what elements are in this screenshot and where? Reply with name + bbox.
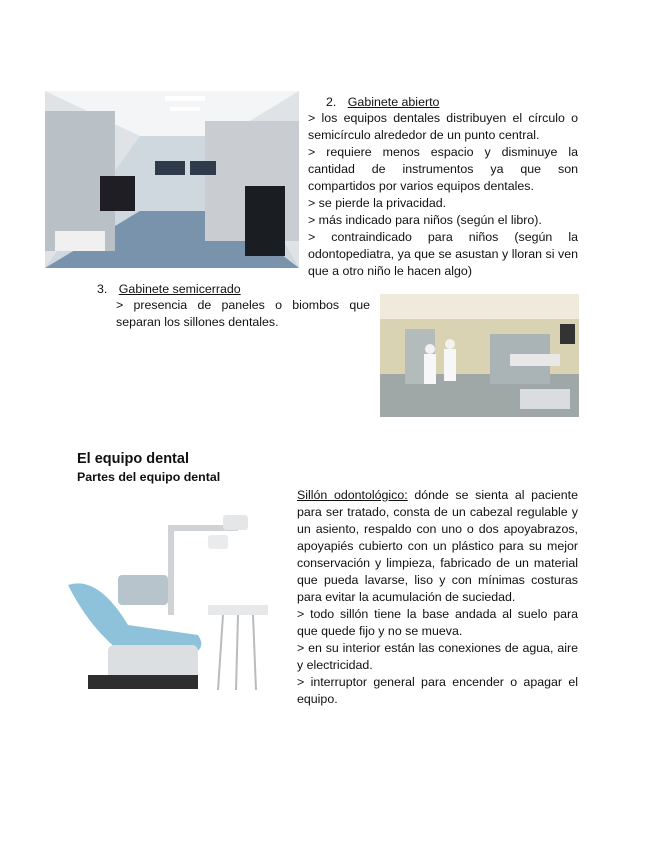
sillon-description — [297, 487, 578, 708]
section2-number: 2. — [326, 95, 337, 109]
list-item: > todo sillón tiene la base andada al suelo para que quede fijo y no se mueva. — [297, 607, 578, 638]
section2-bullets — [308, 110, 578, 280]
section3-number: 3. — [97, 282, 108, 296]
list-item: > se pierde la privacidad. — [308, 196, 447, 210]
section3-title: Gabinete semicerrado — [118, 282, 241, 296]
list-item: > presencia de paneles o biombos que separan los sillones dentales. — [116, 298, 370, 329]
list-item: > contraindicado para niños (según la odontopediatra, ya que se asustan y lloran si ven que a otro niño le hacen algo) — [308, 230, 578, 278]
section2-heading — [326, 95, 439, 109]
sillon-paragraph — [297, 487, 578, 606]
sillon-term: Sillón odontológico: — [297, 488, 408, 502]
section-heading: El equipo dental — [77, 451, 189, 467]
open-clinic-photo — [45, 91, 299, 268]
list-item: > los equipos dentales distribuyen el círculo o semicírculo alrededor de un punto central. — [308, 111, 578, 142]
sillon-text: dónde se sienta al paciente para ser tratado, consta de un cabezal regulable y un asiento, respaldo con uno o dos apoyabrazos, apoyapiés cubierto con un plástico para su mejor conservación y limpieza, fabricado de un material que pueda lavarse, liso y con mínimas costuras para evitar la acumulación de suciedad. — [297, 488, 578, 604]
semiclosed-clinic-photo — [380, 294, 579, 417]
section2-title: Gabinete abierto — [347, 95, 440, 109]
section3-bullets — [116, 297, 370, 331]
list-item: > requiere menos espacio y disminuye la cantidad de instrumentos ya que son compartidos por varios equipos dentales. — [308, 145, 578, 193]
list-item: > en su interior están las conexiones de agua, aire y electricidad. — [297, 641, 578, 672]
section-subheading: Partes del equipo dental — [77, 470, 221, 484]
section3-heading — [97, 282, 241, 296]
list-item: > interruptor general para encender o apagar el equipo. — [297, 675, 578, 706]
dental-chair-photo — [58, 505, 285, 702]
list-item: > más indicado para niños (según el libro). — [308, 213, 542, 227]
